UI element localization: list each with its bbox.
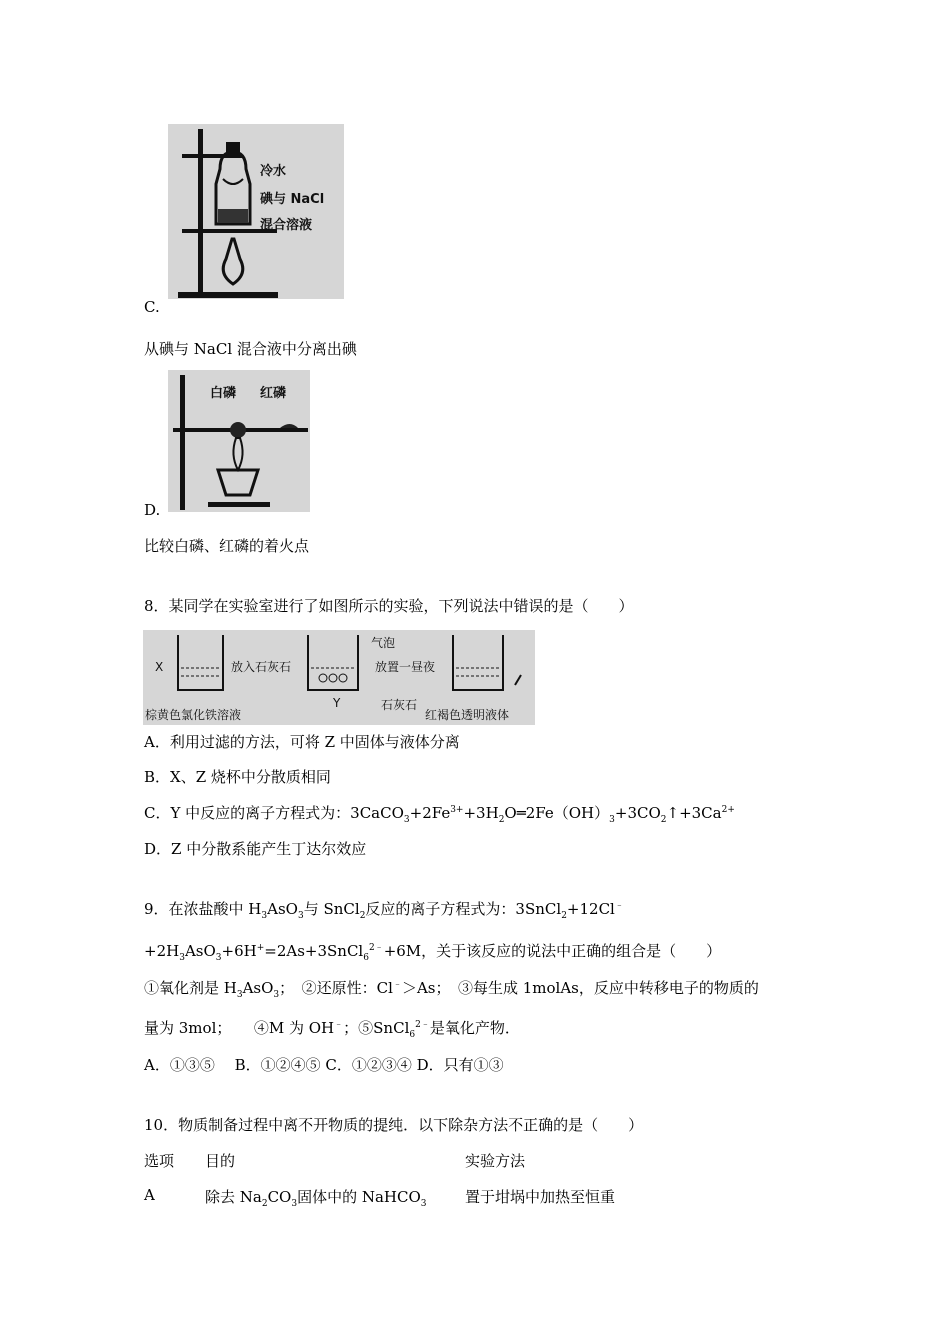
label-stand-overnight: 放置一昼夜 [375, 660, 436, 674]
question-9-line-1: 9．在浓盐酸中 $H_3AsO_3$与 SnCl$_2$反应的离子方程式为：3SnCl$_2$+12Cl﹣ [144, 900, 624, 921]
question-8-option-d: D．Z 中分散系能产生丁达尔效应 [144, 840, 367, 858]
figure-iodine-separation [168, 124, 344, 299]
label-red-brown-liquid: 红褐色透明液体 [425, 708, 510, 722]
question-8-option-b: B．X、Z 烧杯中分散质相同 [144, 768, 331, 786]
label-iodine-nacl: 碘与 NaCl [260, 192, 325, 207]
table-header-option: 选项 [144, 1152, 175, 1170]
label-white-phosphorus: 白磷 [210, 386, 237, 401]
question-9-options: A．①③⑤ B．①②④⑤ C．①②③④ D．只有①③ [144, 1056, 504, 1074]
option-c-caption: 从碘与 NaCl 混合液中分离出碘 [144, 340, 357, 358]
table-row-a-method: 置于坩埚中加热至恒重 [465, 1188, 616, 1206]
question-9-line-2: $+2H_3AsO_3+6H^+=2As+3SnCl_6^{2﹣}+6M$，关于该反应的说法中正确的组合是（ ） [144, 942, 722, 963]
table-header-method: 实验方法 [465, 1152, 526, 1170]
label-bubble: 气泡 [371, 636, 396, 650]
label-red-phosphorus: 红磷 [260, 386, 287, 401]
question-9-line-3: ①氧化剂是 $H_3AsO_3$； ②还原性：Cl﹣＞As； ③每生成 1molAs，反应中转移电子的物质的 [144, 979, 759, 1000]
question-8-stem: 8．某同学在实验室进行了如图所示的实验，下列说法中错误的是（ ） [144, 597, 634, 615]
table-row-a-option: A [144, 1186, 155, 1204]
label-cold-water: 冷水 [260, 164, 287, 179]
label-add-limestone: 放入石灰石 [231, 660, 292, 674]
table-header-goal: 目的 [205, 1152, 236, 1170]
question-8-option-c: C．Y 中反应的离子方程式为：$3CaCO_3+2Fe^{3+}+3H_2O═2Fe(OH)_3+3CO_2↑+3Ca^{2+}$ [144, 804, 735, 825]
label-mixed-solution: 混合溶液 [260, 218, 313, 233]
table-row-a-goal: 除去 $Na_2CO_3$固体中的 NaHCO$_3$ [205, 1188, 427, 1209]
option-d-caption: 比较白磷、红磷的着火点 [144, 537, 310, 555]
label-x: X [155, 660, 164, 674]
label-y: Y [333, 696, 341, 710]
label-limestone: 石灰石 [381, 698, 418, 712]
label-fecl3-solution: 棕黄色氯化铁溶液 [145, 708, 242, 722]
question-8-option-a: A．利用过滤的方法，可将 Z 中固体与液体分离 [144, 733, 460, 751]
option-d-letter: D. [144, 501, 161, 519]
question-9-line-4: 量为 3mol； ④M 为 OH﹣；⑤SnCl$_6^{2﹣}$是氧化产物． [144, 1019, 520, 1040]
apparatus-drawing-d [168, 370, 310, 512]
figure-ferric-chloride-experiment [143, 630, 535, 725]
question-10-stem: 10．物质制备过程中离不开物质的提纯．以下除杂方法不正确的是（ ） [144, 1116, 644, 1134]
option-c-letter: C. [144, 298, 160, 316]
apparatus-drawing-c [168, 124, 344, 299]
figure-phosphorus-ignition [168, 370, 310, 512]
